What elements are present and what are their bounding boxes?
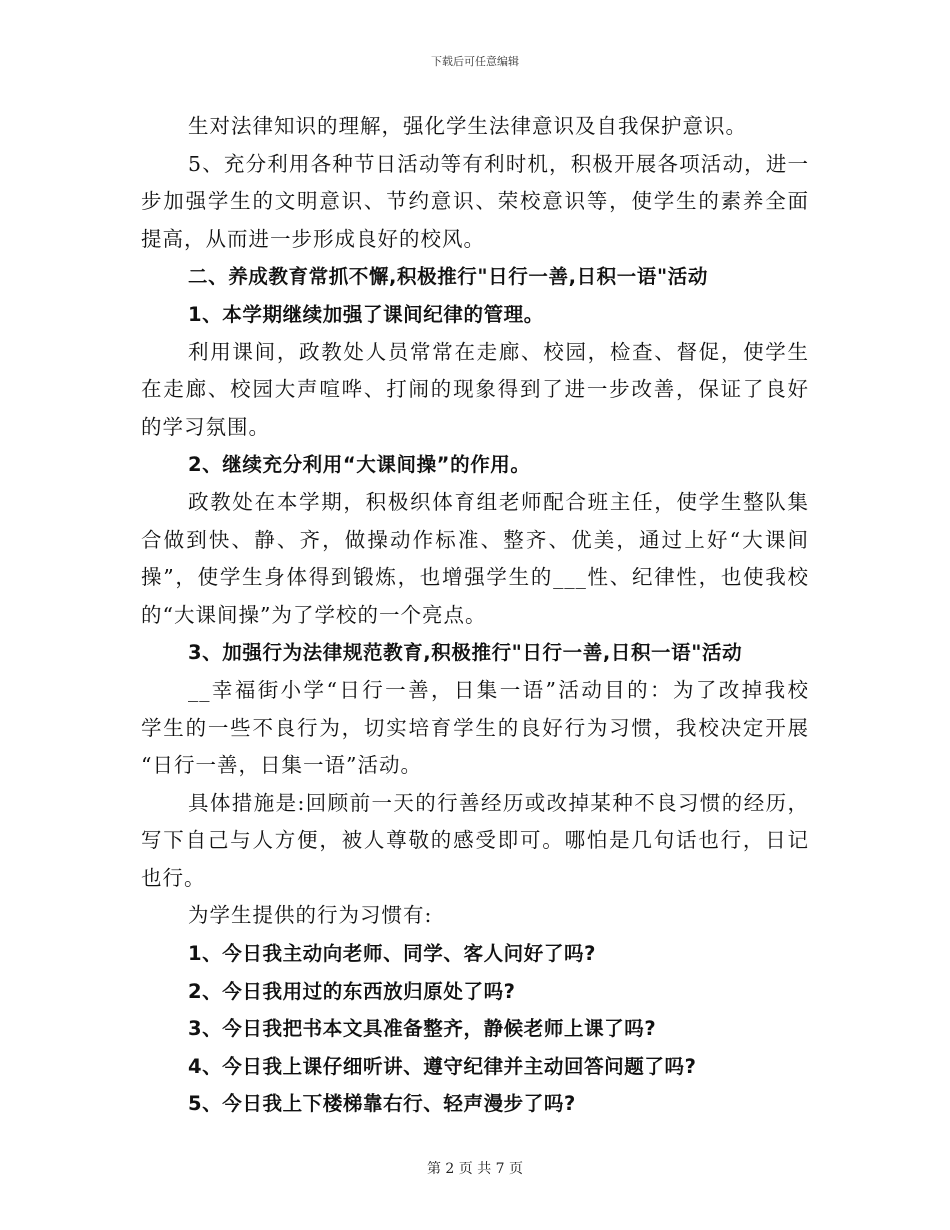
paragraph-line: 5、充分利用各种节日活动等有利时机，积极开展各项活动，进一: [188, 151, 809, 176]
paragraph-line: 利用课间，政教处人员常常在走廊、校园，检查、督促，使学生: [188, 339, 809, 364]
section-heading-line: 1、今日我主动向老师、同学、客人问好了吗?: [188, 942, 596, 966]
paragraph-line: 操”，使学生身体得到锻炼，也增强学生的___性、纪律性，也使我校: [141, 565, 809, 590]
paragraph-line: 在走廊、校园大声喧哗、打闹的现象得到了进一步改善，保证了良好: [141, 377, 809, 402]
section-heading-line: 5、今日我上下楼梯靠右行、轻声漫步了吗?: [188, 1092, 576, 1116]
paragraph-line: 政教处在本学期，积极织体育组老师配合班主任，使学生整队集: [188, 489, 809, 514]
section-heading-line: 二、养成教育常抓不懈,积极推行"日行一善,日积一语"活动: [188, 265, 708, 289]
section-heading-line: 2、继续充分利用“大课间操”的作用。: [188, 453, 531, 477]
paragraph-line: __幸福街小学“日行一善，日集一语”活动目的：为了改掉我校: [188, 677, 809, 702]
section-heading-line: 3、今日我把书本文具准备整齐，静候老师上课了吗?: [188, 1017, 657, 1041]
page-header-note: 下载后可任意编辑: [431, 55, 519, 68]
paragraph-line: 合做到快、静、齐，做操动作标准、整齐、优美，通过上好“大课间: [141, 527, 809, 552]
paragraph-line: 提高，从而进一步形成良好的校风。: [141, 226, 485, 251]
paragraph-line: 学生的一些不良行为，切实培育学生的良好行为习惯，我校决定开展: [141, 715, 809, 740]
section-heading-line: 2、今日我用过的东西放归原处了吗?: [188, 979, 516, 1003]
paragraph-line: 为学生提供的行为习惯有:: [188, 903, 433, 928]
section-heading-line: 4、今日我上课仔细听讲、遵守纪律并主动回答问题了吗?: [188, 1054, 697, 1078]
section-heading-line: 3、加强行为法律规范教育,积极推行"日行一善,日积一语"活动: [188, 641, 743, 665]
paragraph-line: 具体措施是:回顾前一天的行善经历或改掉某种不良习惯的经历，: [188, 790, 809, 815]
paragraph-line: “日行一善，日集一语”活动。: [141, 753, 422, 778]
paragraph-line: 的“大课间操”为了学校的一个亮点。: [141, 602, 487, 627]
paragraph-line: 写下自己与人方便，被人尊敬的感受即可。哪怕是几句话也行，日记: [141, 828, 809, 853]
document-body: [141, 108, 809, 1123]
section-heading-line: 1、本学期继续加强了课间纪律的管理。: [188, 302, 544, 326]
paragraph-line: 生对法律知识的理解，强化学生法律意识及自我保护意识。: [188, 114, 747, 138]
paragraph-line: 也行。: [141, 865, 206, 890]
paragraph-line: 步加强学生的文明意识、节约意识、荣校意识等，使学生的素养全面: [141, 189, 809, 214]
paragraph-line: 的学习氛围。: [141, 414, 270, 439]
page-number: 第 2 页 共 7 页: [426, 1161, 524, 1177]
